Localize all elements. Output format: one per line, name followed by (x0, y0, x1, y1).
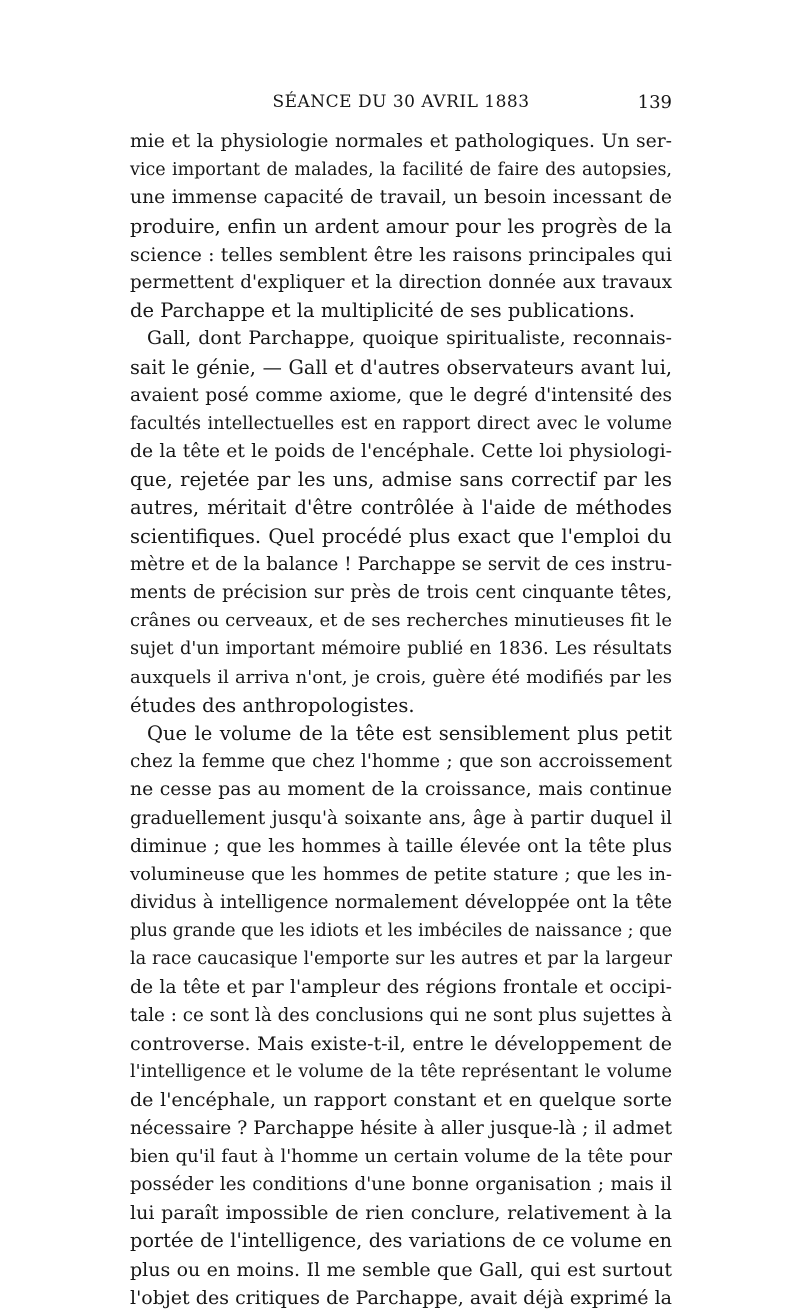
text-line: mie et la physiologie normales et pathologiques. Un ser- (130, 131, 672, 152)
text-line: l'objet des critiques de Parchappe, avait déjà exprimé la (130, 1286, 672, 1309)
text-line: portée de l'intelligence, des variations de ce volume en (130, 1229, 672, 1253)
text-line: Gall, dont Parchappe, quoique spiritualiste, reconnais- (147, 328, 672, 350)
text-line: volumineuse que les hommes de petite stature ; que les in- (130, 863, 672, 885)
text-line: plus ou en moins. Il me semble que Gall, qui est surtout (130, 1258, 672, 1281)
text-line: la race caucasique l'emporte sur les autres et par la largeur (130, 949, 672, 970)
text-line: l'intelligence et le volume de la tête représentant le volume (130, 1062, 672, 1083)
text-line: de l'encéphale, un rapport constant et en quelque sorte (130, 1089, 672, 1112)
text-line: chez la femme que chez l'homme ; que son accroissement (130, 751, 672, 773)
text-line: facultés intellectuelles est en rapport direct avec le volume (130, 413, 672, 434)
page-number: 139 (637, 92, 672, 113)
text-line: une immense capacité de travail, un besoin incessant de (130, 187, 672, 209)
text-line: de la tête et par l'ampleur des régions frontale et occipi- (130, 976, 672, 998)
text-line: posséder les conditions d'une bonne organisation ; mais il (130, 1173, 672, 1195)
text-line: vice important de malades, la facilité de faire des autopsies, (130, 160, 672, 181)
body-text (130, 128, 672, 1312)
text-line: controverse. Mais existe-t-il, entre le développement de (130, 1033, 672, 1055)
text-line: autres, méritait d'être contrôlée à l'aide de méthodes (130, 496, 672, 520)
text-line: nécessaire ? Parchappe hésite à aller jusque-là ; il admet (130, 1117, 672, 1139)
text-line: ne cesse pas au moment de la croissance, mais continue (130, 779, 672, 801)
text-line: avaient posé comme axiome, que le degré d'intensité des (130, 384, 672, 406)
text-line: dividus à intelligence normalement développée ont la tête (130, 892, 672, 914)
text-line: tale : ce sont là des conclusions qui ne sont plus sujettes à (130, 1004, 672, 1026)
text-line: produire, enfin un ardent amour pour les progrès de la (130, 214, 672, 238)
text-line: permettent d'expliquer et la direction donnée aux travaux (130, 271, 672, 293)
text-line: ments de précision sur près de trois cent cinquante têtes, (130, 582, 672, 603)
text-line: science : telles semblent être les raisons principales qui (130, 243, 672, 266)
text-line: diminue ; que les hommes à taille élevée ont la tête plus (130, 835, 672, 857)
text-line: de Parchappe et la multiplicité de ses publications. (130, 299, 636, 323)
text-line: sujet d'un important mémoire publié en 1836. Les résultats (130, 639, 672, 660)
text-line: crânes ou cerveaux, et de ses recherches minutieuses fit le (130, 610, 672, 632)
running-head (130, 92, 672, 116)
text-line: auxquels il arriva n'ont, je crois, guère été modifiés par les (130, 666, 672, 688)
text-line: lui paraît impossible de rien conclure, relativement à la (130, 1202, 672, 1225)
text-line: études des anthropologistes. (130, 693, 415, 717)
text-line: scientifiques. Quel procédé plus exact que l'emploi du (130, 524, 672, 548)
text-line: Que le volume de la tête est sensiblement plus petit (147, 721, 672, 745)
text-line: mètre et de la balance ! Parchappe se servit de ces instru- (130, 553, 672, 575)
text-line: sait le génie, — Gall et d'autres observateurs avant lui, (130, 355, 672, 379)
running-title: SÉANCE DU 30 AVRIL 1883 (272, 92, 530, 112)
text-line: plus grande que les idiots et les imbéciles de naissance ; que (130, 921, 672, 942)
text-line: que, rejetée par les uns, admise sans correctif par les (130, 468, 672, 492)
text-line: de la tête et le poids de l'encéphale. Cette loi physiologi- (130, 441, 672, 463)
text-line: bien qu'il faut à l'homme un certain volume de la tête pour (130, 1145, 672, 1167)
text-line: graduellement jusqu'à soixante ans, âge à partir duquel il (130, 807, 672, 829)
